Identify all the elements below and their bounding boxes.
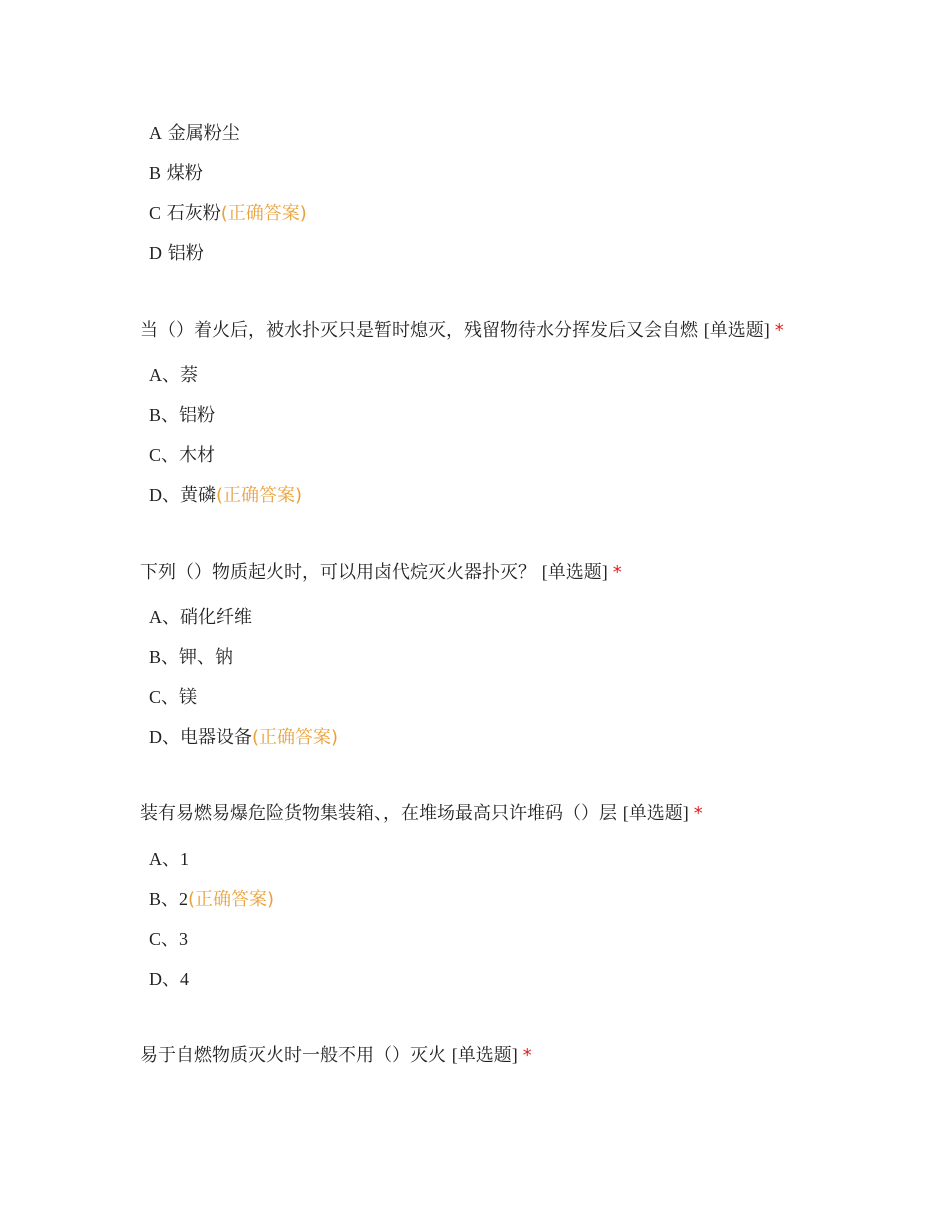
correct-answer-tag: (正确答案) <box>252 727 339 748</box>
option-q2-b[interactable]: B、钾、钠 <box>149 647 234 668</box>
option-text: 镁 <box>179 687 198 708</box>
option-text: 黄磷 <box>180 485 216 506</box>
option-text: 煤粉 <box>166 163 203 184</box>
required-mark: * <box>774 320 784 341</box>
option-q2-a[interactable]: A、硝化纤维 <box>149 607 252 628</box>
question-title <box>140 560 622 585</box>
question-title <box>140 801 703 826</box>
question-text: 下列（）物质起火时，可以用卤代烷灭火器扑灭？ <box>140 562 536 583</box>
option-q1-d[interactable]: D、黄磷(正确答案) <box>149 485 303 506</box>
option-text: 1 <box>180 849 189 869</box>
option-letter: A <box>149 365 162 385</box>
question-type: [单选题] <box>451 1045 518 1065</box>
correct-answer-tag: (正确答案) <box>220 203 307 224</box>
option-text: 金属粉尘 <box>167 123 240 144</box>
question-text: 当（）着火后，被水扑灭只是暂时熄灭，残留物待水分挥发后又会自燃 <box>140 320 698 341</box>
option-text: 钾、钠 <box>179 647 234 668</box>
question-text: 装有易燃易爆危险货物集装箱、，在堆场最高只许堆码（）层 <box>140 803 617 824</box>
option-letter: D <box>149 727 162 747</box>
correct-answer-tag: (正确答案) <box>216 485 303 506</box>
option-letter: D <box>149 969 162 989</box>
question-title <box>140 318 784 343</box>
option-text: 木材 <box>179 445 216 466</box>
option-letter: B <box>149 647 162 667</box>
option-text: 2 <box>179 889 189 909</box>
option-letter: C <box>149 929 162 949</box>
option-text: 铝粉 <box>167 243 204 264</box>
question-type: [单选题] <box>703 320 770 340</box>
option-letter: D <box>149 243 162 263</box>
option-q1-b[interactable]: B、铝粉 <box>149 405 216 426</box>
option-letter: B <box>149 163 162 183</box>
required-mark: * <box>693 803 703 824</box>
option-letter: B <box>149 405 162 425</box>
required-mark: * <box>522 1045 532 1066</box>
question-text: 易于自燃物质灭火时一般不用（）灭火 <box>140 1045 446 1066</box>
required-mark: * <box>612 562 622 583</box>
question-type: [单选题] <box>541 562 608 582</box>
option-letter: A <box>149 123 162 143</box>
option-text: 4 <box>180 969 189 989</box>
option-letter: D <box>149 485 162 505</box>
option-text: 石灰粉 <box>166 203 221 224</box>
option-q2-c[interactable]: C、镁 <box>149 687 198 708</box>
option-letter: C <box>149 687 162 707</box>
correct-answer-tag: (正确答案) <box>188 889 275 910</box>
option-letter: C <box>149 203 162 223</box>
option-q0-b[interactable] <box>149 161 203 186</box>
option-letter: A <box>149 849 162 869</box>
option-text: 萘 <box>180 365 198 386</box>
option-q0-d[interactable] <box>149 241 204 266</box>
option-q0-c[interactable] <box>149 201 307 226</box>
option-q2-d[interactable]: D、电器设备(正确答案) <box>149 727 339 748</box>
question-title <box>140 1043 532 1068</box>
option-text: 铝粉 <box>179 405 216 426</box>
option-letter: A <box>149 607 162 627</box>
question-type: [单选题] <box>622 803 689 823</box>
option-q0-a[interactable] <box>149 121 240 146</box>
option-q3-d[interactable]: D、4 <box>149 969 189 990</box>
option-text: 硝化纤维 <box>180 607 252 628</box>
option-letter: B <box>149 889 162 909</box>
option-q3-b[interactable]: B、2(正确答案) <box>149 889 275 910</box>
option-letter: C <box>149 445 162 465</box>
option-q3-a[interactable]: A、1 <box>149 849 189 870</box>
option-text: 电器设备 <box>180 727 252 748</box>
option-text: 3 <box>179 929 189 949</box>
option-q1-a[interactable]: A、萘 <box>149 365 198 386</box>
option-q1-c[interactable]: C、木材 <box>149 445 216 466</box>
option-q3-c[interactable]: C、3 <box>149 929 189 950</box>
